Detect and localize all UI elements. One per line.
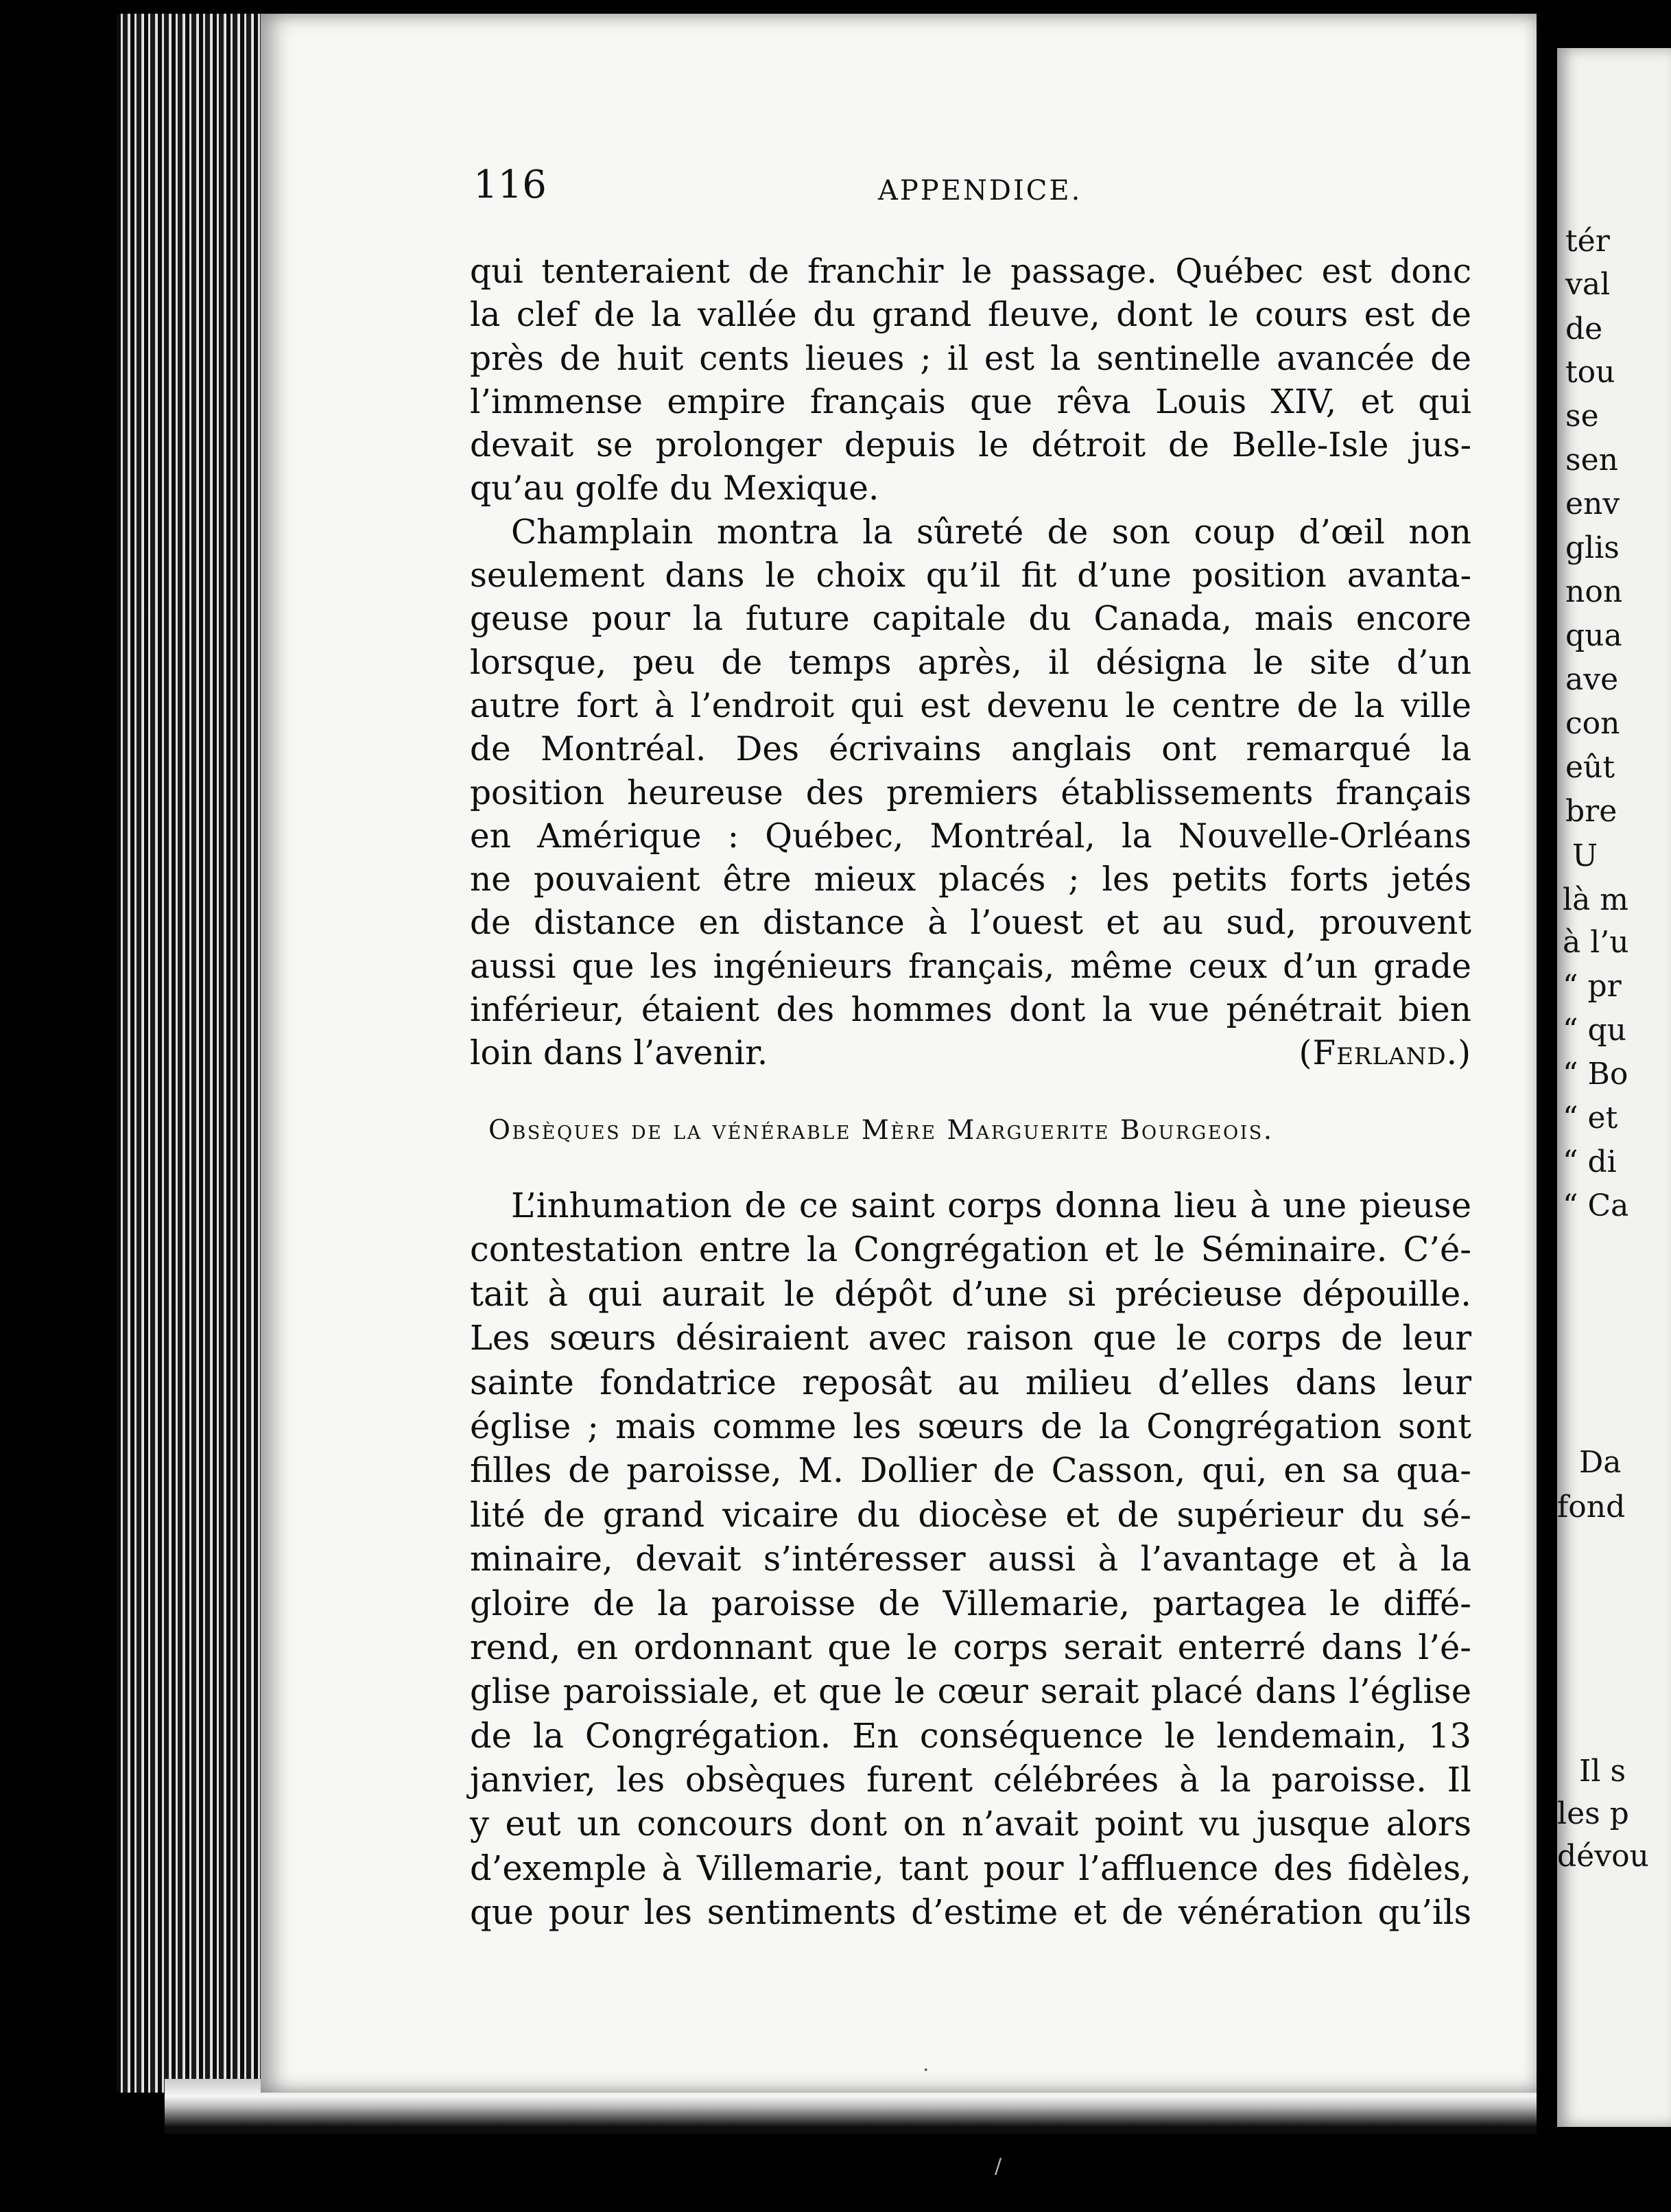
facing-page-fragment: “ pr xyxy=(1563,969,1622,1004)
text-line: de Montréal. Des écrivains anglais ont remarqué la xyxy=(470,730,1471,769)
text-block-upper xyxy=(470,250,1471,1076)
facing-page-fragment: U xyxy=(1572,838,1598,873)
text-line: rend, en ordonnant que le corps serait enterré dans l’é- xyxy=(470,1627,1471,1667)
facing-page-fragment: à l’u xyxy=(1563,925,1629,960)
scan-speck: / xyxy=(995,2154,1002,2178)
facing-page-fragment: glis xyxy=(1565,530,1620,565)
text-line: gloire de la paroisse de Villemarie, partagea le diffé- xyxy=(470,1583,1471,1623)
text-line: janvier, les obsèques furent célébrées à la paroisse. Il xyxy=(470,1760,1471,1800)
facing-page-fragment: fond xyxy=(1557,1490,1626,1525)
facing-page-fragment: “ qu xyxy=(1563,1013,1626,1048)
facing-page-fragment: Il s xyxy=(1579,1754,1626,1789)
facing-page-fragment: eût xyxy=(1565,750,1615,785)
facing-page-fragment: de xyxy=(1565,311,1603,346)
text-line: sainte fondatrice reposât au milieu d’elles dans leur xyxy=(470,1362,1471,1402)
text-line-with-attribution xyxy=(470,1032,1471,1075)
facing-page-fragment: là m xyxy=(1563,882,1629,917)
facing-page-fragment: “ Bo xyxy=(1563,1057,1628,1092)
text-line: devait se prolonger depuis le détroit de Belle-Isle jus- xyxy=(470,426,1471,465)
text-line: lité de grand vicaire du diocèse et de supérieur du sé- xyxy=(470,1494,1471,1535)
facing-page-fragment: se xyxy=(1565,399,1599,434)
text-line: ne pouvaient être mieux placés ; les petits forts jetés xyxy=(470,860,1471,899)
text-line: autre fort à l’endroit qui est devenu le centre de la ville xyxy=(470,686,1471,725)
text-line: que pour les sentiments d’estime et de vénération qu’ils xyxy=(470,1892,1471,1933)
facing-page-fragment: tér xyxy=(1565,224,1610,259)
facing-page-fragment: bre xyxy=(1565,794,1617,829)
facing-page-fragment: tou xyxy=(1565,355,1615,390)
facing-page-fragment: ave xyxy=(1565,662,1619,697)
scan-speck: · xyxy=(923,2058,929,2082)
text-line: de distance en distance à l’ouest et au sud, prouvent xyxy=(470,904,1471,943)
text-line: aussi que les ingénieurs français, même ceux d’un grade xyxy=(470,947,1471,986)
text-line: Les sœurs désiraient avec raison que le corps de leur xyxy=(470,1318,1471,1358)
text-line: geuse pour la future capitale du Canada, mais encore xyxy=(470,600,1471,639)
facing-page-fragment: sen xyxy=(1565,443,1618,478)
facing-page-fragment: Da xyxy=(1579,1445,1622,1480)
text-line: qu’au golfe du Mexique. xyxy=(470,469,879,508)
text-line: seulement dans le choix qu’il fit d’une position avanta- xyxy=(470,556,1471,596)
text-line: contestation entre la Congrégation et le Séminaire. C’é- xyxy=(470,1229,1471,1270)
page-number: 116 xyxy=(473,163,547,207)
attribution: (Ferland.) xyxy=(1299,1034,1471,1073)
text-line: qui tenteraient de franchir le passage. Québec est donc xyxy=(470,252,1471,291)
book-page-edges xyxy=(117,14,268,2093)
text-line: inférieur, étaient des hommes dont la vue pénétrait bien xyxy=(470,991,1471,1030)
text-line: L’inhumation de ce saint corps donna lieu à une pieuse xyxy=(511,1186,1471,1225)
facing-page-fragment: “ et xyxy=(1563,1101,1618,1136)
facing-page-fragment: les p xyxy=(1557,1796,1629,1831)
facing-page-fragment: env xyxy=(1565,486,1620,521)
facing-page xyxy=(1557,48,1671,2127)
text-line: tait à qui aurait le dépôt d’une si précieuse dépouille. xyxy=(470,1273,1471,1314)
facing-page-fragment: dévou xyxy=(1557,1839,1649,1874)
text-line: de la Congrégation. En conséquence le lendemain, 13 xyxy=(470,1715,1471,1756)
text-line: l’immense empire français que rêva Louis XIV, et qui xyxy=(470,382,1471,421)
text-line: près de huit cents lieues ; il est la sentinelle avancée de xyxy=(470,339,1471,378)
facing-page-fragment: “ Ca xyxy=(1563,1188,1629,1223)
text-line: loin dans l’avenir. xyxy=(470,1034,768,1073)
facing-page-fragment: “ di xyxy=(1563,1144,1617,1179)
facing-page-fragment: val xyxy=(1565,267,1611,302)
text-line: minaire, devait s’intéresser aussi à l’avantage et à la xyxy=(470,1539,1471,1579)
facing-page-fragment: con xyxy=(1565,706,1620,741)
text-line: glise paroissiale, et que le cœur serait placé dans l’église xyxy=(470,1671,1471,1712)
running-head xyxy=(473,163,1447,211)
text-line: lorsque, peu de temps après, il désigna le site d’un xyxy=(470,643,1471,682)
text-line: en Amérique : Québec, Montréal, la Nouvelle-Orléans xyxy=(470,816,1471,856)
text-line: filles de paroisse, M. Dollier de Casson, qui, en sa qua- xyxy=(470,1450,1471,1491)
text-line: position heureuse des premiers établissements français xyxy=(470,773,1471,812)
text-block-lower xyxy=(470,1184,1471,1935)
running-head-title: APPENDICE. xyxy=(878,175,1082,207)
facing-page-fragment: qua xyxy=(1565,618,1622,653)
text-line: d’exemple à Villemarie, tant pour l’affluence des fidèles, xyxy=(470,1848,1471,1888)
text-line: y eut un concours dont on n’avait point vu jusque alors xyxy=(470,1804,1471,1844)
text-line: la clef de la vallée du grand fleuve, dont le cours est de xyxy=(470,296,1471,335)
text-line: Champlain montra la sûreté de son coup d’œil non xyxy=(511,513,1471,552)
facing-page-fragment: non xyxy=(1565,574,1623,609)
text-line: église ; mais comme les sœurs de la Congrégation sont xyxy=(470,1406,1471,1446)
section-heading: Obsèques de la vénérable Mère Marguerite Bourgeois. xyxy=(488,1115,1274,1146)
